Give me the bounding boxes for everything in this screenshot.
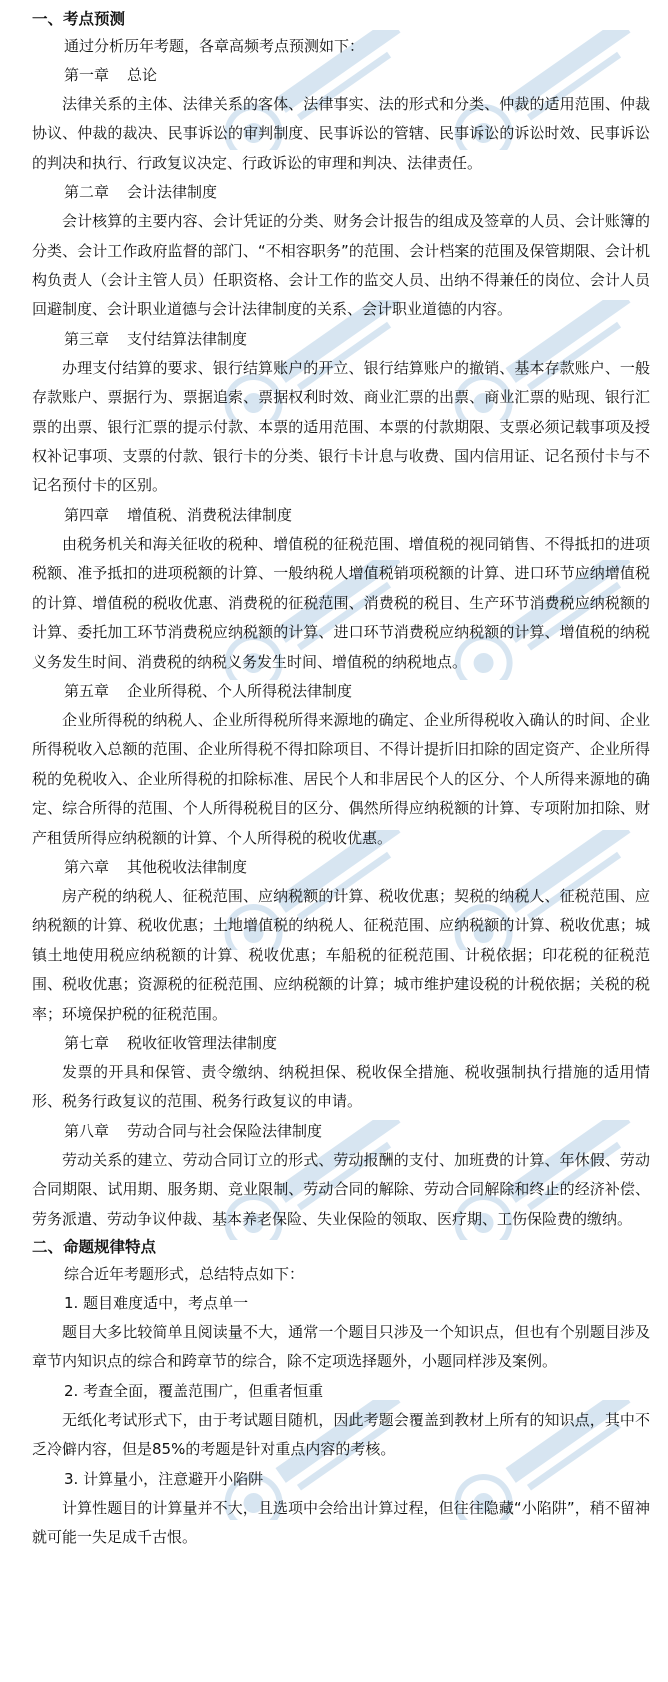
chapter-number: 第二章 xyxy=(64,183,110,202)
point-text-2: 无纸化考试形式下，由于考试题目随机，因此考题会覆盖到教材上所有的知识点，其中不乏冷僻内容，但是85%的考题是针对重点内容的考核。 xyxy=(32,1410,650,1459)
section-intro-forecast: 通过分析历年考题，各章高频考点预测如下： xyxy=(64,37,365,55)
chapter-text-1: 法律关系的主体、法律关系的客体、法律事实、法的形式和分类、仲裁的适用范围、仲裁协议、仲裁的裁决、民事诉讼的审判制度、民事诉讼的管辖、民事诉讼的诉讼时效、民事诉讼的判决和执行、行政复议决定、行政诉讼的审理和判决、法律责任。 xyxy=(32,95,650,172)
chapter-title-6 xyxy=(24,853,650,882)
point-title-3: 3. 计算量小，注意避开小陷阱 xyxy=(64,1469,264,1488)
point-text-1: 题目大多比较简单且阅读量不大，通常一个题目只涉及一个知识点，但也有个别题目涉及章节内知识点的综合和跨章节的综合，除不定项选择题外，小题同样涉及案例。 xyxy=(32,1323,650,1371)
chapter-number: 第八章 xyxy=(64,1121,110,1140)
chapter-title-1 xyxy=(24,61,650,90)
chapter-title-4 xyxy=(24,501,650,530)
chapter-number: 第三章 xyxy=(64,329,110,348)
section-intro-patterns: 综合近年考题形式，总结特点如下： xyxy=(64,1265,305,1283)
chapter-number: 第七章 xyxy=(64,1033,110,1052)
chapter-name: 劳动合同与社会保险法律制度 xyxy=(127,1121,323,1140)
chapter-title-2 xyxy=(24,178,650,207)
chapter-name: 其他税收法律制度 xyxy=(127,857,248,876)
section-heading-patterns: 二、命题规律特点 xyxy=(32,1238,157,1256)
chapter-number: 第四章 xyxy=(64,505,110,524)
chapter-title-5 xyxy=(24,677,650,706)
chapter-name: 税收征收管理法律制度 xyxy=(127,1033,278,1052)
chapter-text-7: 发票的开具和保管、责令缴纳、纳税担保、税收保全措施、税收强制执行措施的适用情形、税务行政复议的范围、税务行政复议的申请。 xyxy=(32,1062,650,1111)
chapter-text-2: 会计核算的主要内容、会计凭证的分类、财务会计报告的组成及签章的人员、会计账簿的分类、会计工作政府监督的部门、“不相容职务”的范围、会计档案的范围及保管期限、会计机构负责人（会计主管人员）任职资格、会计工作的监交人员、出纳不得兼任的岗位、会计人员回避制度、会计职业道德与会计法律制度的关系、会计职业道德的内容。 xyxy=(32,212,650,319)
chapter-text-6: 房产税的纳税人、征税范围、应纳税额的计算、税收优惠；契税的纳税人、征税范围、应纳税额的计算、税收优惠；土地增值税的纳税人、征税范围、应纳税额的计算、税收优惠；城镇土地使用税应纳税额的计算、税收优惠；车船税的征税范围、计税依据；印花税的征税范围、税收优惠；资源税的征税范围、应纳税额的计算；城市维护建设税的计税依据；关税的税率；环境保护税的征税范围。 xyxy=(32,886,650,1023)
chapter-number: 第六章 xyxy=(64,857,110,876)
chapter-title-7 xyxy=(24,1029,650,1058)
chapter-name: 增值税、消费税法律制度 xyxy=(127,505,293,524)
chapter-text-3: 办理支付结算的要求、银行结算账户的开立、银行结算账户的撤销、基本存款账户、一般存款账户、票据行为、票据追索、票据权利时效、商业汇票的出票、商业汇票的贴现、银行汇票的出票、银行汇票的提示付款、本票的适用范围、本票的付款期限、支票必须记载事项及授权补记事项、支票的付款、银行卡的分类、银行卡计息与收费、国内信用证、记名预付卡与不记名预付卡的区别。 xyxy=(32,358,650,495)
chapter-number: 第五章 xyxy=(64,681,110,700)
chapter-name: 支付结算法律制度 xyxy=(127,329,248,348)
chapter-title-3 xyxy=(24,325,650,354)
chapter-name: 总论 xyxy=(127,66,158,84)
chapter-name: 企业所得税、个人所得税法律制度 xyxy=(127,681,353,700)
point-text-3: 计算性题目的计算量并不大，且选项中会给出计算过程，但往往隐藏“小陷阱”，稍不留神就可能一失足成千古恨。 xyxy=(32,1498,650,1547)
chapter-title-8 xyxy=(24,1117,650,1146)
point-title-2: 2. 考查全面，覆盖范围广，但重者恒重 xyxy=(64,1381,324,1400)
chapter-text-5: 企业所得税的纳税人、企业所得税所得来源地的确定、企业所得税收入确认的时间、企业所得税收入总额的范围、企业所得税不得扣除项目、不得计提折旧扣除的固定资产、企业所得税的免税收入、企业所得税的扣除标准、居民个人和非居民个人的区分、个人所得来源地的确定、综合所得的范围、个人所得税税目的区分、偶然所得应纳税额的计算、专项附加扣除、财产租赁所得应纳税额的计算、个人所得税的税收优惠。 xyxy=(32,710,650,847)
chapter-text-8: 劳动关系的建立、劳动合同订立的形式、劳动报酬的支付、加班费的计算、年休假、劳动合同期限、试用期、服务期、竞业限制、劳动合同的解除、劳动合同解除和终止的经济补偿、劳务派遣、劳动争议仲裁、基本养老保险、失业保险的领取、医疗期、工伤保险费的缴纳。 xyxy=(32,1150,650,1228)
chapter-name: 会计法律制度 xyxy=(127,183,218,202)
chapter-number: 第一章 xyxy=(64,66,110,84)
chapter-text-4: 由税务机关和海关征收的税种、增值税的征税范围、增值税的视同销售、不得抵扣的进项税额、准予抵扣的进项税额的计算、一般纳税人增值税销项税额的计算、进口环节应纳增值税的计算、增值税的税收优惠、消费税的征税范围、消费税的税目、生产环节消费税应纳税额的计算、委托加工环节消费税应纳税额的计算、进口环节消费税应纳税额的计算、增值税的纳税义务发生时间、消费税的纳税义务发生时间、增值税的纳税地点。 xyxy=(32,534,650,671)
section-heading-forecast: 一、考点预测 xyxy=(32,10,126,28)
point-title-1: 1. 题目难度适中，考点单一 xyxy=(64,1294,249,1312)
